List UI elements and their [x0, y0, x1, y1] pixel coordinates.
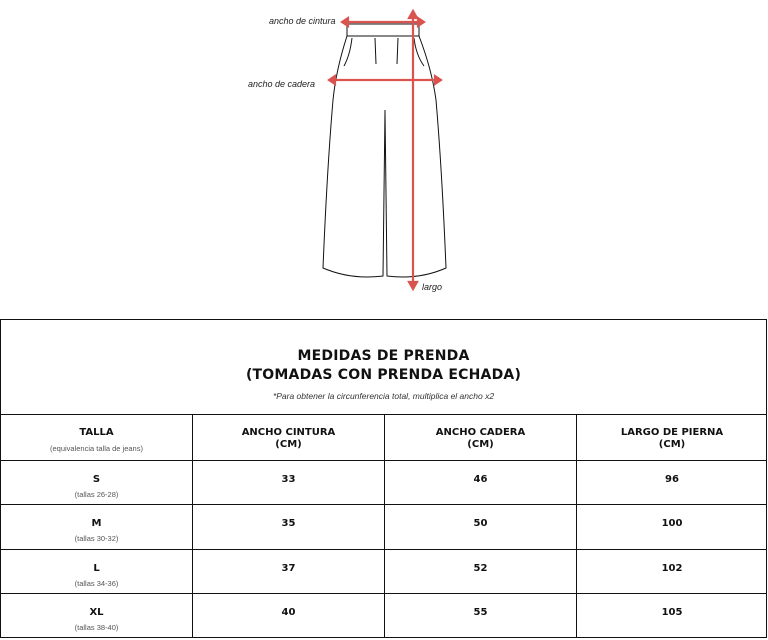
table-row: [1, 461, 766, 505]
waist-arrow-left: [342, 18, 348, 26]
length-cell: [577, 461, 767, 504]
length-value: 96: [665, 474, 679, 485]
waist-value: 35: [281, 518, 296, 529]
waistband-outline: [347, 24, 419, 36]
header-length-label: LARGO DE PIERNA: [620, 427, 724, 438]
header-waist-unit: (CM): [275, 439, 302, 450]
hip-cell: [385, 594, 577, 638]
hip-cell: [385, 550, 577, 593]
table-row: [1, 550, 766, 594]
right-pleat: [397, 38, 398, 64]
size-label: M: [91, 518, 102, 529]
size-cell: [1, 461, 193, 504]
header-length: [577, 415, 767, 460]
size-label: XL: [89, 607, 104, 618]
length-value: 105: [661, 607, 683, 618]
pants-measurement-diagram: [0, 0, 768, 300]
table-row: [1, 505, 766, 550]
table-note: *Para obtener la circunferencia total, multiplica el ancho x2: [272, 391, 495, 401]
header-size: [1, 415, 193, 460]
header-size-sub: (equivalencia talla de jeans): [50, 444, 143, 453]
size-cell: [1, 550, 193, 593]
header-hip-label: ANCHO CADERA: [435, 427, 526, 438]
waist-value: 40: [281, 607, 296, 618]
size-cell: [1, 594, 193, 638]
size-table: [0, 319, 767, 638]
size-cell: [1, 505, 193, 549]
right-pocket: [414, 38, 424, 66]
waist-cell: [193, 505, 385, 549]
length-cell: [577, 505, 767, 549]
length-cell: [577, 594, 767, 638]
header-hip: [385, 415, 577, 460]
size-label: L: [93, 563, 100, 574]
table-title: MEDIDAS DE PRENDA: [297, 348, 470, 364]
header-waist-label: ANCHO CINTURA: [241, 427, 336, 438]
length-arrow-bottom: [409, 282, 417, 289]
waist-value: 33: [281, 474, 296, 485]
length-arrow-top: [409, 11, 417, 18]
pants-outline: [323, 36, 446, 277]
hip-label: ancho de cadera: [248, 79, 316, 89]
waist-cell: [193, 550, 385, 593]
waist-value: 37: [281, 563, 296, 574]
length-label: largo: [422, 282, 443, 292]
length-cell: [577, 550, 767, 593]
hip-value: 55: [473, 607, 488, 618]
length-value: 100: [661, 518, 683, 529]
table-title-block: [1, 320, 766, 415]
table-subtitle: (TOMADAS CON PRENDA ECHADA): [245, 367, 522, 383]
size-range: (tallas 38-40): [74, 623, 119, 632]
waist-arrow-right: [418, 18, 424, 26]
hip-value: 46: [473, 474, 488, 485]
hip-value: 52: [473, 563, 488, 574]
waist-cell: [193, 594, 385, 638]
header-waist: [193, 415, 385, 460]
table-header-row: [1, 415, 766, 461]
hip-arrow-right: [435, 76, 441, 84]
waist-label: ancho de cintura: [269, 16, 336, 26]
hip-arrow-left: [329, 76, 335, 84]
hip-value: 50: [473, 518, 488, 529]
length-value: 102: [661, 563, 683, 574]
hip-cell: [385, 461, 577, 504]
header-hip-unit: (CM): [467, 439, 494, 450]
size-range: (tallas 34-36): [74, 579, 119, 588]
left-pleat: [375, 38, 376, 64]
size-range: (tallas 30-32): [74, 534, 119, 543]
hip-cell: [385, 505, 577, 549]
table-row: [1, 594, 766, 638]
header-length-unit: (CM): [658, 439, 686, 450]
waist-cell: [193, 461, 385, 504]
table-grid: [1, 415, 766, 638]
size-label: S: [92, 474, 101, 485]
header-size-label: TALLA: [79, 427, 114, 438]
size-range: (tallas 26-28): [74, 490, 119, 499]
